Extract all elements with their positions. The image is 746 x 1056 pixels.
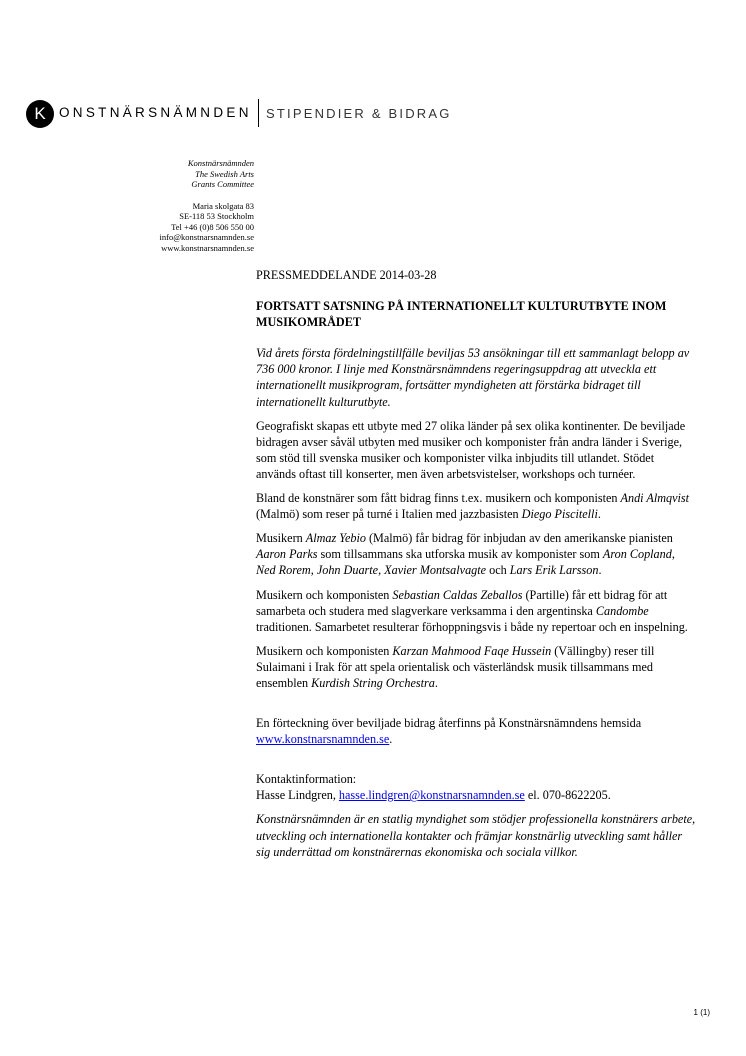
letterhead-division: STIPENDIER & BIDRAG bbox=[266, 106, 452, 121]
press-release-body bbox=[256, 267, 696, 868]
paragraph-andi: Bland de konstnärer som fått bidrag finns t.ex. musikern och komponisten Andi Almqvist (Malmö) som reser på turné i Italien med jazzbasisten Diego Piscitelli. bbox=[256, 491, 690, 522]
sender-street: Maria skolgata 83 bbox=[192, 200, 254, 211]
sender-web: www.konstnarsnamnden.se bbox=[161, 242, 254, 253]
sender-name-en-2: Grants Committee bbox=[191, 179, 254, 189]
sender-postal: SE-118 53 Stockholm bbox=[179, 211, 254, 221]
paragraph-sebastian: Musikern och komponisten Sebastian Caldas Zeballos (Partille) får ett bidrag för att samarbeta och studera med slagverkare verksamma i den argentinska Candombe traditionen. Samarbetet resulterar förhoppningsvis i både ny repertoar och en inspelning. bbox=[256, 587, 688, 634]
contact-email-link[interactable]: hasse.lindgren@konstnarsnamnden.se bbox=[338, 788, 525, 803]
paragraph-almaz: Musikern Almaz Yebio (Malmö) får bidrag för inbjudan av den amerikanske pianisten Aaron Parks som tillsammans ska utforska musik av komponister som Aron Copland, Ned Rorem, John Duarte, Xavier Montsalvagte och Lars Erik Larsson. bbox=[256, 531, 675, 578]
paragraph-grant-list: En förteckning över beviljade bidrag återfinns på Konstnärsnämndens hemsida www.konstnarsnamnden.se. bbox=[256, 716, 642, 747]
boilerplate: Konstnärsnämnden är en statlig myndighet som stödjer professionella konstnärers arbete, utveckling och internationella kontakter och främjar konstnärlig utveckling samt håller sig underrättad om konstnärernas ekonomiska och sociala villkor. bbox=[256, 812, 696, 859]
sender-email: info@konstnarsnamnden.se bbox=[159, 232, 254, 242]
sender-address-block bbox=[160, 158, 254, 253]
headline-line-1: FORTSATT SATSNING PÅ INTERNATIONELLT KULTURUTBYTE INOM bbox=[256, 299, 667, 314]
logo-mark: K bbox=[26, 100, 54, 128]
sender-name: Konstnärsnämnden bbox=[187, 158, 254, 168]
letterhead-divider bbox=[258, 99, 259, 127]
dateline: PRESSMEDDELANDE 2014-03-28 bbox=[256, 268, 437, 282]
geography-paragraph: Geografiskt skapas ett utbyte med 27 olika länder på sex olika kontinenter. De beviljade bidragen avser såväl utbyten med musiker och komponister från andra länder i Sverige, som stöd till svenska musiker och komponister vilka inbjudits till utlandet. Stödet används oftast till konserter, men även arbetsvistelser, workshops och turnéer. bbox=[256, 418, 686, 481]
page-number: 1 (1) bbox=[693, 1008, 710, 1017]
lead-paragraph: Vid årets första fördelningstillfälle beviljas 53 ansökningar till ett sammanlagt belopp av 736 000 kronor. I linje med Konstnärsnämndens regeringsuppdrag att utveckla ett internationellt musikprogram, fortsätter myndigheten att förstärka bidraget till internationellt kulturutbyte. bbox=[256, 346, 690, 409]
sender-name-en-1: The Swedish Arts bbox=[195, 168, 254, 179]
headline-line-2: MUSIKOMRÅDET bbox=[256, 315, 361, 330]
sender-phone: Tel +46 (0)8 506 550 00 bbox=[171, 221, 254, 232]
headline bbox=[256, 298, 696, 330]
paragraph-karzan: Musikern och komponisten Karzan Mahmood Faqe Hussein (Vällingby) reser till Sulaimani i Irak för att spela orientalisk och västerländsk musik tillsammans med ensemblen Kurdish String Orchestra. bbox=[256, 643, 655, 690]
logo-wordmark: ONSTNÄRSNÄMNDEN bbox=[59, 105, 252, 120]
contact-label: Kontaktinformation: bbox=[256, 772, 357, 787]
contact-block: Kontaktinformation: Hasse Lindgren, hasse.lindgren@konstnarsnamnden.se el. 070-8622205. bbox=[256, 772, 611, 803]
website-link[interactable]: www.konstnarsnamnden.se bbox=[256, 732, 390, 747]
